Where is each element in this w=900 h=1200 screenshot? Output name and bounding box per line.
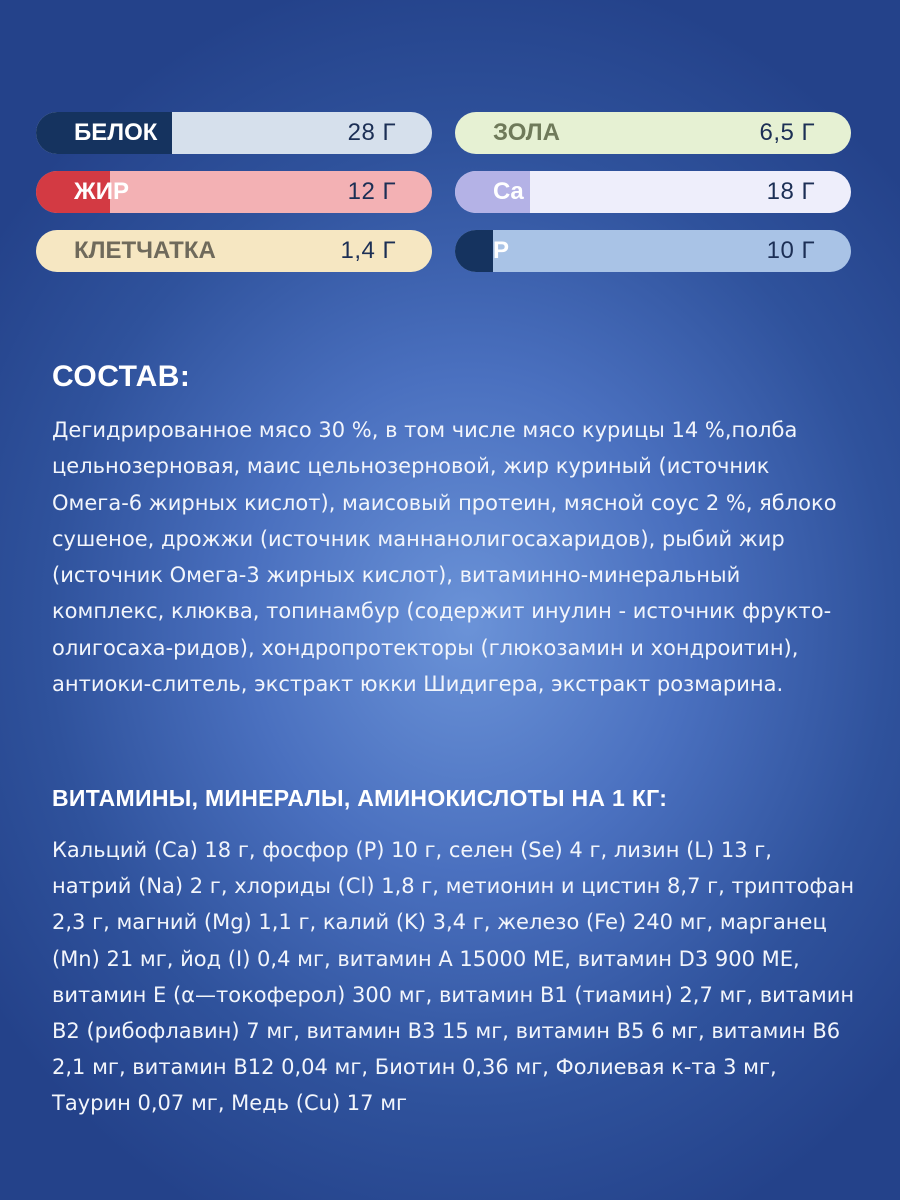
protein-label: БЕЛОК	[74, 119, 158, 146]
vitamins-text: Кальций (Ca) 18 г, фосфор (P) 10 г, селен (Se) 4 г, лизин (L) 13 г, натрий (Na) 2 г, хлориды (Cl) 1,8 г, метионин и цистин 8,7 г, триптофан 2,3 г, магний (Mg) 1,1 г, калий (K) 3,4 г, железо (Fe) 240 мг, марганец (Mn) 21 мг, йод (I) 0,4 мг, витамин А 15000 МЕ, витамин D3 900 МЕ, витамин Е (α—токоферол) 300 мг, витамин В1 (тиамин) 2,7 мг, витамин В2 (рибофлавин) 7 мг, витамин В3 15 мг, витамин В5 6 мг, витамин В6 2,1 мг, витамин В12 0,04 мг, Биотин 0,36 мг, Фолиевая к-та 3 мг, Таурин 0,07 мг, Медь (Cu) 17 мг	[52, 838, 855, 1116]
calcium-label: Ca	[493, 178, 524, 205]
fat-value: 12 Г	[347, 178, 396, 205]
ash-label: ЗОЛА	[493, 119, 560, 146]
fiber-label: КЛЕТЧАТКА	[74, 237, 216, 264]
ash-bar	[455, 112, 851, 154]
calcium-bar	[455, 171, 851, 213]
phosphorus-value: 10 Г	[766, 237, 815, 264]
vitamins-title: ВИТАМИНЫ, МИНЕРАЛЫ, АМИНОКИСЛОТЫ НА 1 КГ:	[52, 785, 668, 811]
protein-bar	[36, 112, 432, 154]
composition-title: СОСТАВ:	[52, 360, 191, 393]
phosphorus-bar	[455, 230, 851, 272]
composition-text: Дегидрированное мясо 30 %, в том числе мясо курицы 14 %,полба цельнозерновая, маис цельнозерновой, жир куриный (источник Омега-6 жирных кислот), маисовый протеин, мясной соус 2 %, яблоко сушеное, дрожжи (источник маннанолигосахаридов), рыбий жир (источник Омега-3 жирных кислот), витаминно-минеральный комплекс, клюква, топинамбур (содержит инулин - источник фрукто-олигосаха-ридов), хондропротекторы (глюкозамин и хондроитин), антиоки-слитель, экстракт юкки Шидигера, экстракт розмарина.	[52, 418, 837, 697]
calcium-value: 18 Г	[766, 178, 815, 205]
protein-value: 28 Г	[347, 119, 396, 146]
fat-label: ЖИР	[74, 178, 129, 205]
ash-value: 6,5 Г	[759, 119, 815, 146]
fat-bar	[36, 171, 432, 213]
phosphorus-label: P	[493, 237, 510, 264]
fiber-value: 1,4 Г	[340, 237, 396, 264]
fiber-bar	[36, 230, 432, 272]
